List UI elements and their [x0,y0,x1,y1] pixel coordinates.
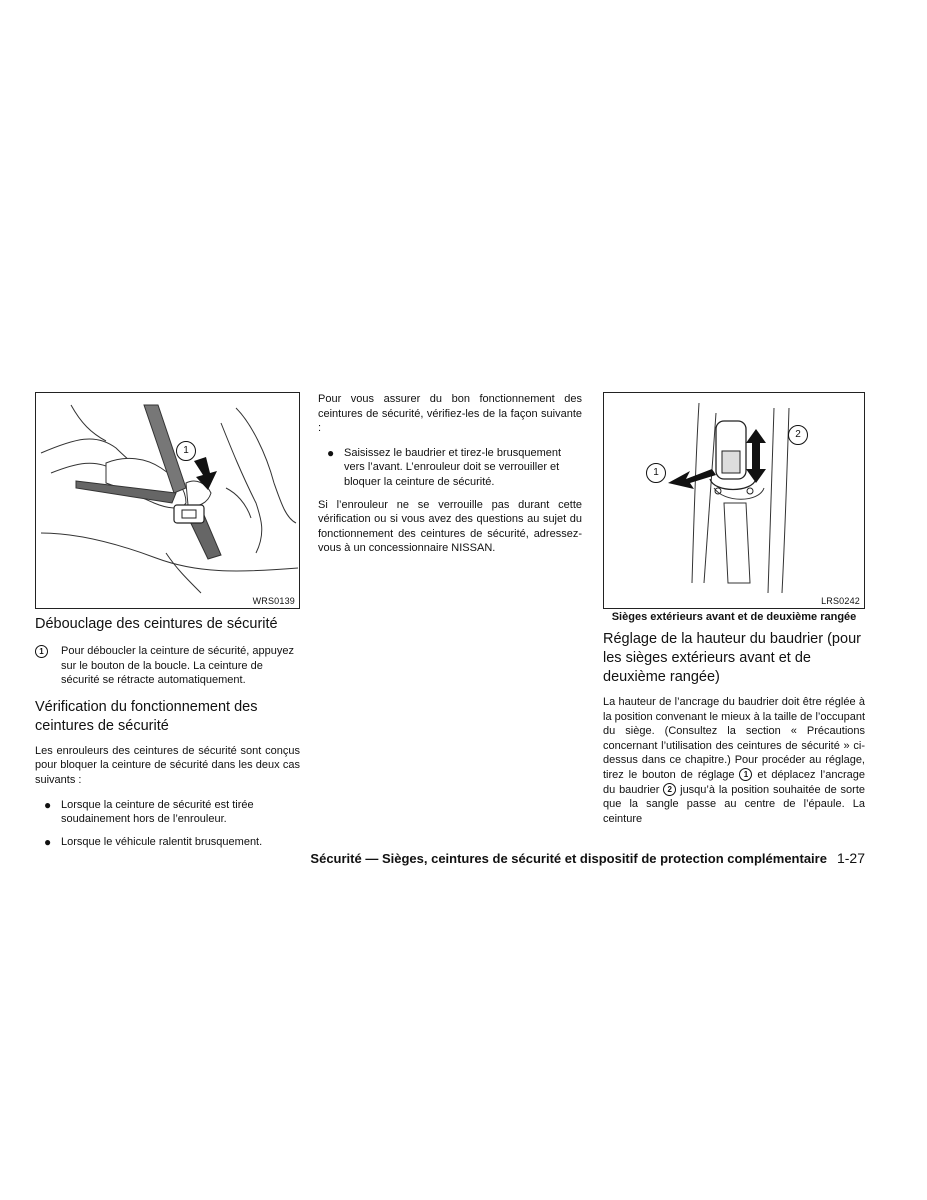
figure-code: LRS0242 [821,596,860,606]
section-title: Débouclage des ceintures de sécurité [35,616,278,632]
column-right [603,392,865,826]
shoulder-anchor-figure [603,392,865,609]
list-item [318,446,582,490]
item-number-badge: 1 [35,645,48,658]
figure-code: WRS0139 [252,596,295,606]
list-item [35,835,300,850]
paragraph: Les enrouleurs des ceintures de sécurité sont conçus pour bloquer la ceinture de sécurité dans les deux cas suivants : [35,744,300,786]
paragraph-text: jusqu’à la position souhaitée de sorte que la sangle passe au centre de l’épaule. La ceinture [603,783,866,825]
list-item-text: Saisissez le baudrier et tirez-le brusquement vers l’avant. L’enrouleur doit se verrouiller et bloquer la ceinture de sécurité. [344,446,562,488]
paragraph: Pour vous assurer du bon fonctionnement des ceintures de sécurité, vérifiez-les de la façon suivante : [318,393,582,435]
footer-title: Sécurité — Sièges, ceintures de sécurité et dispositif de protection complémentaire [310,851,827,866]
list-item-text: Lorsque la ceinture de sécurité est tirée soudainement hors de l’enrouleur. [61,798,254,826]
seatbelt-buckle-illustration [36,393,299,608]
paragraph-text: et déplacez l’ancrage du baudrier [603,768,865,796]
bullet-icon: ● [327,445,335,460]
figure-callout-2: 2 [788,425,808,445]
page-footer [35,850,865,866]
list-item [35,798,300,827]
column-left [35,392,300,849]
section-title: Réglage de la hauteur du baudrier (pour les sièges extérieurs avant et de deuxième rangée) [603,631,861,685]
page-number: 1-27 [836,850,865,866]
numbered-item [35,644,300,688]
item-number-badge: 2 [663,783,676,796]
shoulder-anchor-illustration [604,393,864,608]
figure-callout-1: 1 [176,441,196,461]
paragraph [603,695,865,826]
item-number-badge: 1 [739,768,752,781]
item-text: Pour déboucler la ceinture de sécurité, appuyez sur le bouton de la boucle. La ceinture de sécurité se rétracte automatiquement. [61,645,294,687]
figure-caption: Sièges extérieurs avant et de deuxième rangée [611,611,857,623]
bullet-icon: ● [44,834,52,849]
list-item-text: Lorsque le véhicule ralentit brusquement. [61,835,263,848]
column-middle [318,392,582,556]
seatbelt-buckle-figure [35,392,300,609]
section-title: Vérification du fonctionnement des ceintures de sécurité [35,698,258,734]
figure-callout-1: 1 [646,463,666,483]
paragraph: Si l’enrouleur ne se verrouille pas durant cette vérification ou si vous avez des questions au sujet du fonctionnement des ceintures de sécurité, adressez-vous à un concessionnaire NISSAN. [318,498,582,555]
bullet-icon: ● [44,797,52,812]
paragraph-text: La hauteur de l’ancrage du baudrier doit être réglée à la position convenant le mieux à la taille de l’occupant du siège. (Consultez la section « Précautions concernant l’utilisation des ceintures de sécurité » ci-dessus dans ce chapitre.) Pour procéder au réglage, tirez le bouton de réglage [603,696,865,781]
